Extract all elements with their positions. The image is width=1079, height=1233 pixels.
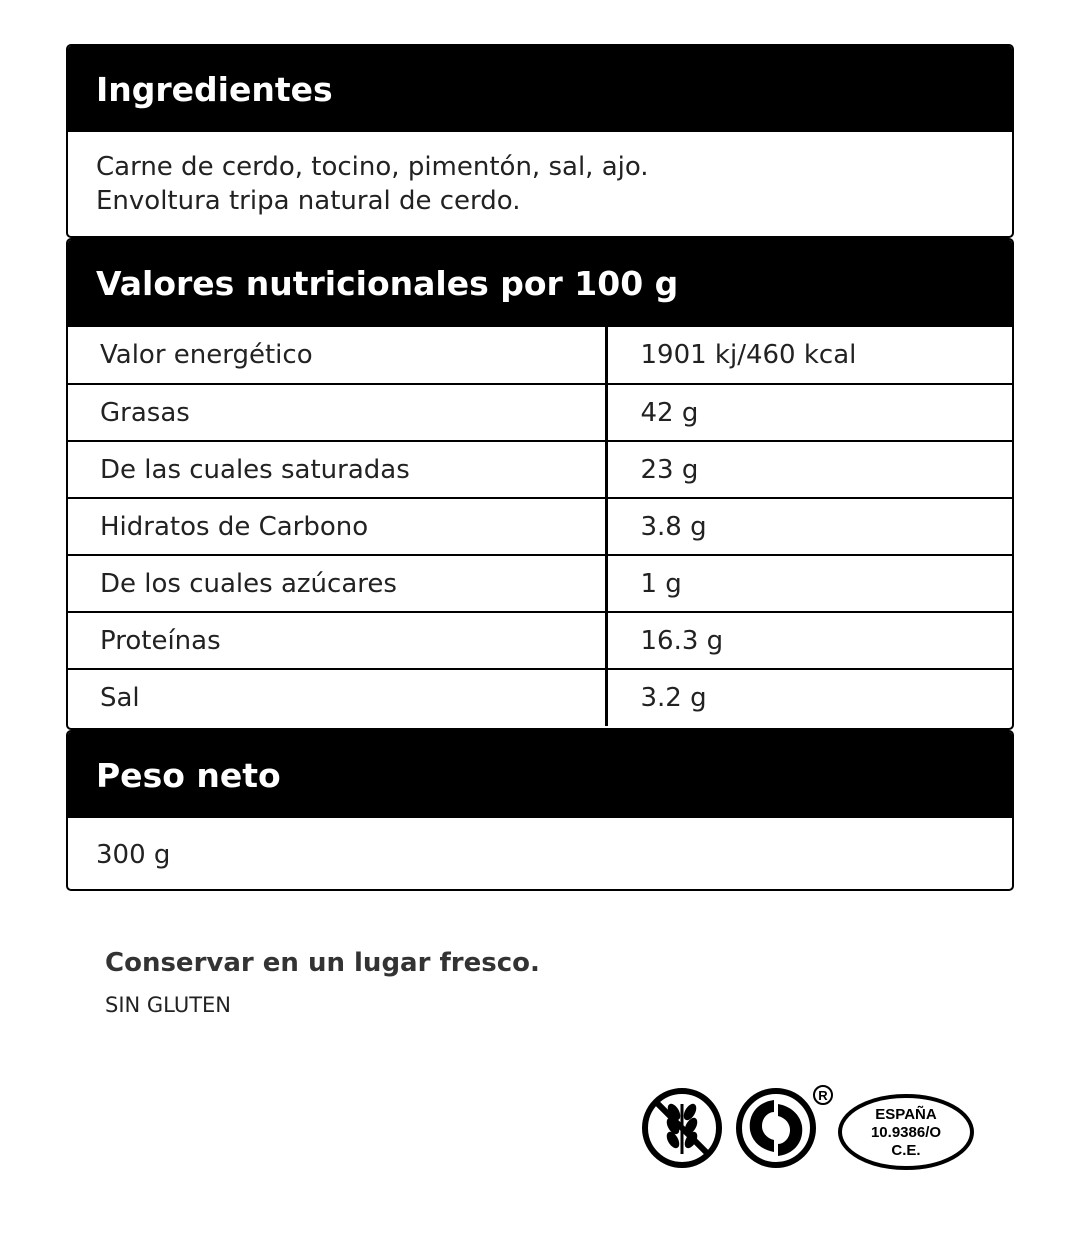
nutrient-value: 16.3 g bbox=[606, 612, 1012, 669]
net-weight-title: Peso neto bbox=[68, 732, 1012, 818]
nutrient-label: De los cuales azúcares bbox=[68, 555, 606, 612]
nutrient-value: 3.8 g bbox=[606, 498, 1012, 555]
nutrition-table bbox=[68, 327, 1012, 726]
green-dot-recycling-icon bbox=[734, 1086, 818, 1170]
nutrient-label: Sal bbox=[68, 669, 606, 726]
table-row bbox=[68, 441, 1012, 498]
table-row bbox=[68, 669, 1012, 726]
net-weight-value: 300 g bbox=[96, 840, 171, 870]
nutrient-value: 3.2 g bbox=[640, 683, 707, 713]
nutrient-label: De las cuales saturadas bbox=[68, 441, 606, 498]
ingredients-line: Carne de cerdo, tocino, pimentón, sal, ajo. bbox=[96, 152, 649, 182]
nutrient-label: Valor energético bbox=[68, 327, 606, 384]
table-row bbox=[68, 555, 1012, 612]
table-row bbox=[68, 327, 1012, 384]
gluten-free-icon bbox=[640, 1086, 724, 1170]
nutrient-label: Hidratos de Carbono bbox=[68, 498, 606, 555]
svg-text:R: R bbox=[818, 1088, 828, 1103]
ingredients-line: Envoltura tripa natural de cerdo. bbox=[96, 186, 521, 216]
svg-text:C.E.: C.E. bbox=[891, 1142, 921, 1159]
svg-text:ESPAÑA: ESPAÑA bbox=[875, 1106, 937, 1123]
table-row bbox=[68, 498, 1012, 555]
gluten-free-note: SIN GLUTEN bbox=[105, 993, 232, 1017]
ingredients-text bbox=[68, 132, 1012, 218]
net-weight-text bbox=[68, 818, 1012, 872]
svg-text:10.9386/O: 10.9386/O bbox=[870, 1124, 942, 1141]
nutrition-title: Valores nutricionales por 100 g bbox=[68, 240, 1012, 327]
nutrition-section bbox=[66, 238, 1014, 730]
nutrient-value: 23 g bbox=[606, 441, 1012, 498]
ingredients-section bbox=[66, 44, 1014, 238]
ingredients-title: Ingredientes bbox=[68, 46, 1012, 132]
nutrient-label: Proteínas bbox=[68, 612, 606, 669]
table-row bbox=[68, 384, 1012, 441]
storage-instruction: Conservar en un lugar fresco. bbox=[105, 948, 540, 978]
health-mark-icon bbox=[836, 1092, 976, 1172]
nutrient-value: 42 g bbox=[606, 384, 1012, 441]
storage-notes bbox=[105, 948, 540, 1017]
nutrient-label: Grasas bbox=[68, 384, 606, 441]
certification-logos bbox=[640, 1080, 985, 1175]
registered-mark-icon bbox=[812, 1084, 834, 1106]
table-row bbox=[68, 612, 1012, 669]
nutrient-value: 1 g bbox=[606, 555, 1012, 612]
net-weight-section bbox=[66, 730, 1014, 891]
nutrient-value: 1901 kj/460 kcal bbox=[606, 327, 1012, 384]
